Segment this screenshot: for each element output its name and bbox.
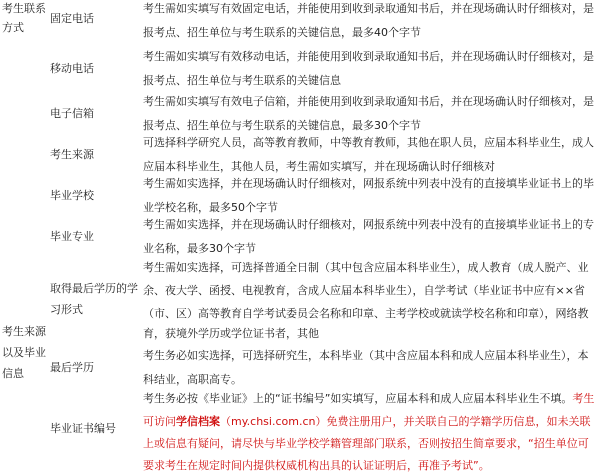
group-label-source-line2: 以及毕业	[2, 346, 46, 359]
row-desc-email-line2: 报考点、招生单位与考生联系的关键信息，最多30个字节	[143, 119, 421, 132]
group-label-source-line1: 考生来源	[2, 325, 46, 338]
row-desc-origin-line2: 应届本科毕业生，其他人员，考生需如实填写，并在现场确认时仔细核对	[143, 160, 495, 173]
row-label-last-degree: 最后学历	[50, 361, 94, 374]
row-label-mobile: 移动电话	[50, 62, 94, 75]
row-label-major: 毕业专业	[50, 230, 94, 243]
row-desc-study-form-line4: 育，获境外学历或学位证书者，其他	[143, 327, 319, 340]
row-desc-school-line2: 业学校名称，最多50个字节	[143, 201, 278, 214]
cert-no-archive-link[interactable]: 学信档案	[176, 415, 220, 428]
cert-no-line2-rest: （my.chsi.com.cn）免费注册用户，并关联自己的学籍学历信息，如未关联	[220, 415, 591, 428]
row-desc-cert-no-line3: 上或信息有疑问，请尽快与毕业学校学籍管理部门联系，否则按招生简章要求，“招生单位可	[143, 437, 589, 450]
group-label-source-line3: 信息	[2, 367, 24, 380]
row-label-cert-no: 毕业证书编号	[50, 422, 116, 435]
row-desc-last-degree-line2: 科结业，高职高专。	[143, 373, 242, 386]
row-desc-mobile-line2: 报考点、招生单位与考生联系的关键信息	[143, 74, 341, 87]
row-desc-major-line2: 业名称，最多30个字节	[143, 242, 256, 255]
row-desc-cert-no-line1	[143, 392, 594, 406]
row-desc-mobile-line1: 考生需如实填写有效移动电话，并能使用到收到录取通知书后，并在现场确认时仔细核对，是	[143, 50, 594, 63]
row-desc-cert-no-line4: 要求考生在规定时间内提供权威机构出具的认证证明后，再准予考试”。	[143, 459, 490, 472]
row-desc-landline-line2: 报考点、招生单位与考生联系的关键信息，最多40个字节	[143, 26, 421, 39]
row-desc-origin-line1: 可选择科学研究人员，高等教育教师，中等教育教师，其他在职人员，应届本科毕业生，成人	[143, 136, 594, 149]
row-desc-cert-no-line2	[143, 415, 590, 429]
row-desc-study-form-line2: 余、夜大学、函授、电视教育，含成人应届本科毕业生），自学考试（毕业证书中应有××省	[143, 284, 585, 297]
row-desc-school-line1: 考生需如实选择，并在现场确认时仔细核对，网报系统中列表中没有的直接填毕业证书上的毕	[143, 177, 594, 190]
row-desc-study-form-line3: （市、区）高等教育自学考试委员会名称和印章、主考学校或就读学校名称和印章），网络教	[143, 307, 589, 320]
cert-no-line1-highlight: 考生	[572, 392, 595, 405]
row-desc-landline-line1: 考生需如实填写有效固定电话，并能使用到收到录取通知书后，并在现场确认时仔细核对，是	[143, 2, 594, 15]
row-desc-study-form-line1: 考生需如实选择，可选择普通全日制（其中包含应届本科毕业生），成人教育（成人脱产、业	[143, 261, 589, 274]
row-label-school: 毕业学校	[50, 189, 94, 202]
group-label-contact-line2: 方式	[2, 21, 24, 34]
cert-no-line1-text: 考生务必按《毕业证》上的“证书编号”如实填写，应届本科和成人应届本科毕业生不填。	[143, 392, 573, 405]
row-label-study-form-line2: 习形式	[50, 303, 83, 316]
row-label-landline: 固定电话	[50, 12, 94, 25]
row-desc-major-line1: 考生需如实选择，并在现场确认时仔细核对，网报系统中列表中没有的直接填毕业证书上的专	[143, 218, 594, 231]
group-label-contact-line1: 考生联系	[2, 2, 46, 15]
row-label-email: 电子信箱	[50, 107, 94, 120]
row-desc-last-degree-line1: 考生务必如实选择，可选择研究生，本科毕业（其中含应届本科和成人应届本科毕业生），本	[143, 349, 589, 362]
cert-no-line2-prefix: 可访问	[143, 415, 176, 428]
row-label-origin: 考生来源	[50, 148, 94, 161]
row-desc-email-line1: 考生需如实填写有效电子信箱，并能使用到收到录取通知书后，并在现场确认时仔细核对，是	[143, 95, 594, 108]
row-label-study-form-line1: 取得最后学历的学	[50, 282, 138, 295]
